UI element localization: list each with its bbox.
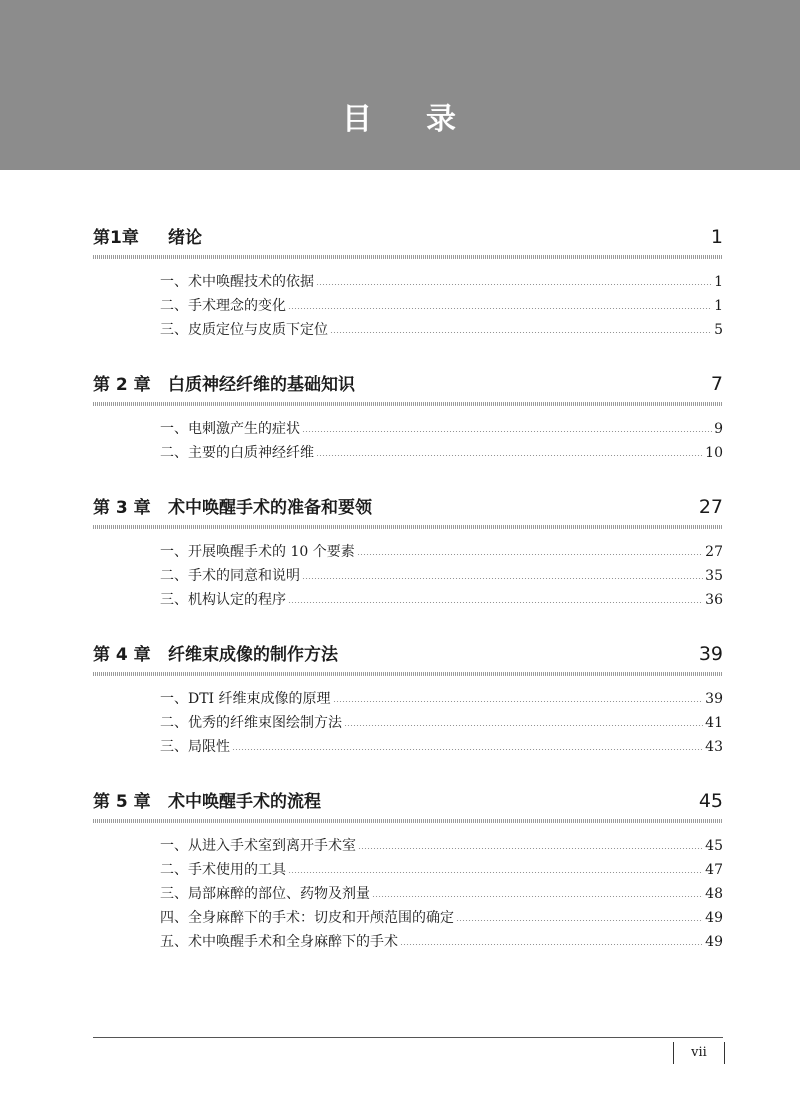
chapter-number: 第 4 章	[93, 645, 151, 665]
dot-leader	[456, 920, 703, 921]
chapter-number: 第 5 章	[93, 792, 151, 812]
entry-label: 三、机构认定的程序	[160, 592, 286, 608]
dot-leader	[302, 578, 703, 579]
chapter-page: 1	[710, 226, 723, 248]
toc-entry[interactable]	[160, 906, 723, 930]
entry-page: 1	[714, 298, 723, 314]
toc-entry[interactable]	[160, 441, 723, 465]
entry-page: 36	[705, 592, 723, 608]
page-title	[0, 92, 800, 148]
page-title-char-2: 录	[426, 102, 458, 137]
entry-label: 二、优秀的纤维束图绘制方法	[160, 715, 342, 731]
dot-leader	[357, 554, 703, 555]
footer-rule	[93, 1037, 723, 1038]
entry-label: 四、全身麻醉下的手术：切皮和开颅范围的确定	[160, 910, 454, 926]
entry-page: 5	[714, 322, 723, 338]
entry-label: 二、手术理念的变化	[160, 298, 286, 314]
toc-entry[interactable]	[160, 834, 723, 858]
chapter-2	[93, 367, 723, 465]
entry-page: 45	[705, 838, 723, 854]
chapter-3	[93, 490, 723, 612]
entry-page: 48	[705, 886, 723, 902]
entry-label: 五、术中唤醒手术和全身麻醉下的手术	[160, 934, 398, 950]
toc-entry[interactable]	[160, 687, 723, 711]
entry-label: 二、手术的同意和说明	[160, 568, 300, 584]
chapter-title: 纤维束成像的制作方法	[168, 645, 338, 665]
entry-label: 一、电刺激产生的症状	[160, 421, 300, 437]
entry-page: 27	[705, 544, 723, 560]
entry-page: 35	[705, 568, 723, 584]
dot-leader	[316, 284, 712, 285]
chapter-number: 第 2 章	[93, 375, 151, 395]
chapter-page: 45	[698, 790, 723, 812]
dot-leader	[344, 725, 703, 726]
toc-entry[interactable]	[160, 540, 723, 564]
page-title-char-1: 目	[342, 102, 374, 137]
chapter-5	[93, 784, 723, 954]
chapter-title: 术中唤醒手术的流程	[168, 792, 321, 812]
entry-page: 9	[714, 421, 723, 437]
entry-page: 10	[705, 445, 723, 461]
chapter-page: 39	[698, 643, 723, 665]
dot-leader	[316, 455, 703, 456]
entry-label: 一、从进入手术室到离开手术室	[160, 838, 356, 854]
toc-entry[interactable]	[160, 294, 723, 318]
dot-leader	[372, 896, 703, 897]
chapter-title: 术中唤醒手术的准备和要领	[168, 498, 372, 518]
dot-leader	[333, 701, 704, 702]
footer-page-number: vii	[673, 1042, 725, 1064]
dot-leader	[358, 848, 703, 849]
dot-leader	[330, 332, 712, 333]
toc-entry[interactable]	[160, 858, 723, 882]
dot-leader	[288, 872, 703, 873]
entry-page: 49	[705, 910, 723, 926]
toc-entry[interactable]	[160, 735, 723, 759]
chapter-4	[93, 637, 723, 759]
entry-page: 41	[705, 715, 723, 731]
chapter-page: 27	[698, 496, 723, 518]
entry-label: 三、皮质定位与皮质下定位	[160, 322, 328, 338]
entry-label: 三、局限性	[160, 739, 230, 755]
chapter-page: 7	[710, 373, 723, 395]
toc-entry[interactable]	[160, 270, 723, 294]
dot-leader	[232, 749, 703, 750]
entry-label: 二、手术使用的工具	[160, 862, 286, 878]
entry-page: 47	[705, 862, 723, 878]
toc-entry[interactable]	[160, 417, 723, 441]
entry-label: 一、开展唤醒手术的 10 个要素	[160, 544, 355, 560]
toc-entry[interactable]	[160, 564, 723, 588]
entry-label: 一、DTI 纤维束成像的原理	[160, 691, 331, 707]
chapter-number: 第1章	[93, 228, 139, 248]
chapter-title: 白质神经纤维的基础知识	[168, 375, 355, 395]
chapter-1	[93, 220, 723, 342]
entry-label: 一、术中唤醒技术的依据	[160, 274, 314, 290]
toc-entry[interactable]	[160, 711, 723, 735]
toc-entry[interactable]	[160, 930, 723, 954]
entry-label: 二、主要的白质神经纤维	[160, 445, 314, 461]
dot-leader	[288, 308, 712, 309]
dot-leader	[302, 431, 712, 432]
entry-page: 39	[705, 691, 723, 707]
dot-leader	[288, 602, 703, 603]
dot-leader	[400, 944, 703, 945]
chapter-number: 第 3 章	[93, 498, 151, 518]
chapter-title: 绪论	[168, 228, 202, 248]
entry-page: 49	[705, 934, 723, 950]
entry-page: 1	[714, 274, 723, 290]
toc-entry[interactable]	[160, 318, 723, 342]
entry-page: 43	[705, 739, 723, 755]
entry-label: 三、局部麻醉的部位、药物及剂量	[160, 886, 370, 902]
toc-entry[interactable]	[160, 588, 723, 612]
toc-entry[interactable]	[160, 882, 723, 906]
